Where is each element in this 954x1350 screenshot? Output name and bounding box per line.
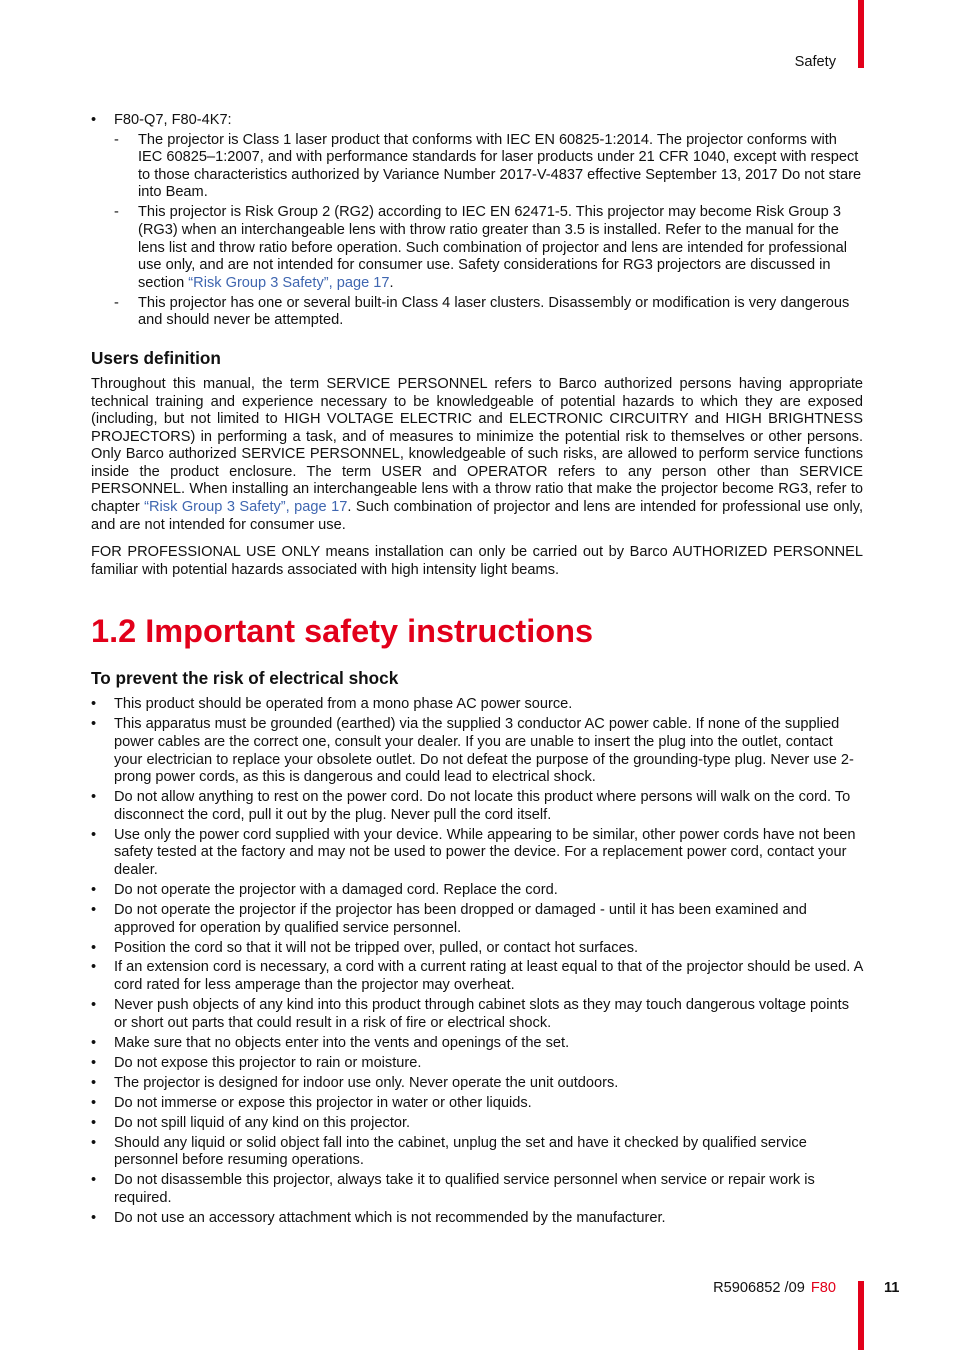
risk-group-3-link[interactable]: “Risk Group 3 Safety”, page 17 [144, 499, 348, 516]
risk-group-text-end: . [389, 274, 394, 291]
list-item [114, 132, 863, 202]
list-item [91, 112, 863, 330]
list-item [114, 204, 863, 292]
list-item [91, 827, 863, 880]
list-item [91, 940, 863, 958]
users-definition-paragraph [91, 376, 863, 534]
list-item [91, 1035, 863, 1053]
footer-document-id [713, 1280, 836, 1298]
bullet-mark: • [91, 901, 97, 918]
bullet-mark: • [91, 112, 97, 128]
bullet-mark: • [91, 716, 97, 733]
safety-item-text: Do not immerse or expose this projector in water or other liquids. [114, 1094, 532, 1111]
safety-item-text: Do not expose this projector to rain or moisture. [114, 1054, 422, 1071]
electrical-shock-heading: To prevent the risk of electrical shock [91, 668, 399, 689]
list-item [91, 902, 863, 937]
laser-class-text: The projector is Class 1 laser product that conforms with IEC EN 60825-1:2014. The projector conforms with IEC 60825–1:2007, and with performance standards for laser products under 21 CFR 1040, except with respect to those characteristics authorized by Variance Number 2017-V-4837 effective September 13, 2017 Do not stare into Beam. [138, 131, 862, 201]
doc-number: R5906852 /09 [713, 1280, 805, 1296]
bullet-mark: • [91, 1094, 97, 1111]
professional-use-paragraph: FOR PROFESSIONAL USE ONLY means installation can only be carried out by Barco AUTHORIZED PERSONNEL familiar with potential hazards associated with high intensity light beams. [91, 544, 863, 578]
laser-compliance-list [91, 112, 863, 330]
bullet-mark: • [91, 1114, 97, 1131]
safety-item-text: If an extension cord is necessary, a cord with a current rating at least equal to that of the projector should be used. A cord rated for less amperage than the projector may overheat. [114, 959, 863, 994]
risk-group-text: This projector is Risk Group 2 (RG2) according to IEC EN 62471-5. This projector may become Risk Group 3 (RG3) when an interchangeable lens with throw ratio greater than 3.5 is installed. Refer to the manual for the lens list and throw ratio before operation. Such combination of projector and lens are intended for professional use only, and are not intended for consumer use. Safety considerations for RG3 projectors are discussed in section [138, 204, 848, 291]
laser-sub-list [114, 132, 863, 330]
risk-group-3-link[interactable]: “Risk Group 3 Safety”, page 17 [188, 274, 390, 291]
list-item [91, 1095, 863, 1113]
bullet-mark: • [91, 1172, 97, 1189]
safety-item-text: This product should be operated from a mono phase AC power source. [114, 696, 573, 713]
footer-accent-bar [858, 1281, 864, 1350]
users-definition-text: Throughout this manual, the term SERVICE PERSONNEL refers to Barco authorized persons having appropriate technical training and experience necessary to be knowledgeable of potential hazards to which they are exposed (including, but not limited to HIGH VOLTAGE ELECTRIC and ELECTRONIC CIRCUITRY and HIGH BRIGHTNESS PROJECTORS) in performing a task, and of measures to minimize the potential risk to themselves or other persons. Only Barco authorized SERVICE PERSONNEL, knowledgeable of such risks, are allowed to perform service functions inside the product enclosure. The term USER and OPERATOR refers to any person other than SERVICE PERSONNEL. When installing an interchangeable lens with a throw ratio that make the projector become RG3, refer to chapter [91, 375, 863, 516]
bullet-mark: • [91, 997, 97, 1014]
bullet-mark: • [91, 826, 97, 843]
safety-item-text: Do not allow anything to rest on the power cord. Do not locate this product where persons will walk on the cord. To disconnect the cord, pull it out by the plug. Never pull the cord itself. [114, 789, 851, 823]
list-item [91, 997, 863, 1032]
list-item [91, 1172, 863, 1207]
list-item [114, 295, 863, 330]
users-definition-text-end: . Such combination of projector and lens are intended for professional use only, and are not intended for consumer use. [91, 499, 864, 533]
list-item [91, 959, 863, 994]
model-name: F80 [810, 1280, 836, 1296]
list-item [91, 1055, 863, 1073]
list-item [91, 1075, 863, 1093]
bullet-mark: • [91, 696, 97, 713]
safety-item-text: Do not operate the projector with a damaged cord. Replace the cord. [114, 881, 558, 898]
bullet-mark: • [91, 1034, 97, 1051]
list-item [91, 716, 863, 786]
bullet-mark: • [91, 881, 97, 898]
safety-item-text: Never push objects of any kind into this product through cabinet slots as they may touch dangerous voltage points or short out parts that could result in a risk of fire or electrical shock. [114, 997, 849, 1031]
safety-item-text: Do not operate the projector if the projector has been dropped or damaged - until it has been examined and approved for operation by qualified service personnel. [114, 901, 807, 936]
model-label: F80-Q7, F80-4K7: [114, 112, 232, 128]
list-item [91, 1115, 863, 1133]
dash-mark: - [114, 204, 119, 221]
bullet-mark: • [91, 1134, 97, 1151]
safety-item-text: The projector is designed for indoor use only. Never operate the unit outdoors. [114, 1074, 619, 1091]
bullet-mark: • [91, 1074, 97, 1091]
dash-mark: - [114, 131, 119, 148]
page-number: 11 [884, 1280, 900, 1296]
bullet-mark: • [91, 1209, 97, 1226]
dash-mark: - [114, 294, 119, 311]
laser-cluster-text: This projector has one or several built-in Class 4 laser clusters. Disassembly or modification is very dangerous and should never be attempted. [138, 294, 850, 329]
list-item [91, 1210, 863, 1228]
safety-instructions-list [91, 696, 863, 1227]
page-content [91, 112, 863, 1230]
bullet-mark: • [91, 1054, 97, 1071]
safety-item-text: Use only the power cord supplied with your device. While appearing to be similar, other power cords have not been safety tested at the factory and may not be used to power the device. For a replacement power cord, contact your dealer. [114, 826, 856, 878]
section-title: 1.2 Important safety instructions [91, 613, 594, 650]
safety-item-text: Position the cord so that it will not be tripped over, pulled, or contact hot surfaces. [114, 939, 639, 956]
safety-item-text: Should any liquid or solid object fall into the cabinet, unplug the set and have it checked by qualified service personnel before resuming operations. [114, 1134, 807, 1169]
bullet-mark: • [91, 939, 97, 956]
safety-item-text: Do not spill liquid of any kind on this projector. [114, 1114, 411, 1131]
list-item [91, 696, 863, 714]
header-accent-bar [858, 0, 864, 68]
safety-item-text: This apparatus must be grounded (earthed) via the supplied 3 conductor AC power cable. If none of the supplied power cables are the correct one, consult your dealer. If you are unable to insert the plug into the outlet, contact your electrician to replace your obsolete outlet. Do not defeat the purpose of the grounding-type plug. Never use 2-prong power cords, as this is dangerous and could lead to electrical shock. [114, 716, 854, 786]
running-header: Safety [794, 54, 836, 70]
safety-item-text: Do not use an accessory attachment which is not recommended by the manufacturer. [114, 1209, 666, 1226]
users-definition-heading: Users definition [91, 347, 221, 368]
safety-item-text: Do not disassemble this projector, always take it to qualified service personnel when service or repair work is required. [114, 1172, 815, 1206]
bullet-mark: • [91, 789, 97, 806]
list-item [91, 1135, 863, 1170]
bullet-mark: • [91, 959, 97, 976]
list-item [91, 882, 863, 900]
list-item [91, 789, 863, 824]
safety-item-text: Make sure that no objects enter into the vents and openings of the set. [114, 1034, 570, 1051]
